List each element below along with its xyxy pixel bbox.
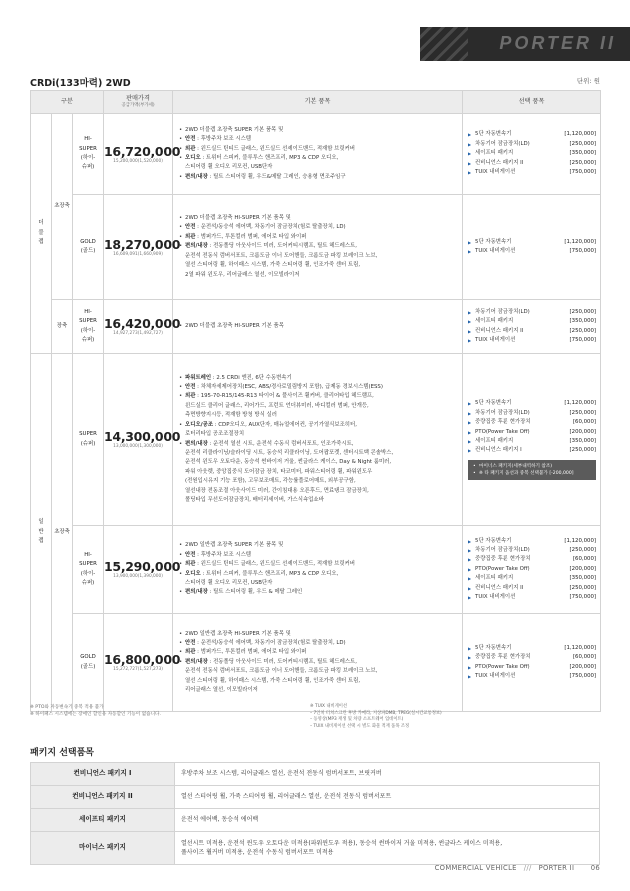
option-item <box>468 159 596 168</box>
feature-item: • 2WD 더블캡 초장축 SUPER 기본 품목 및 <box>179 126 458 135</box>
option-price: [1,120,000] <box>564 644 597 651</box>
option-name: ▶ TUIX 내비게이션 <box>475 248 516 254</box>
subgroup-jangchuk: 장축 <box>52 300 73 354</box>
option-name: ▶ 세이프티 패키지 <box>475 575 514 582</box>
minus-package-note: • 마이너스 패키지(세부내역하기 참조) • ※ 타 패키지 옵션과 중복 선택불가 [-200,000] <box>468 460 596 480</box>
option-name: ▶ 5단 자동변속기 <box>475 644 512 651</box>
option-list <box>463 526 601 614</box>
option-name: ▶ 차동기어 잠금장치(LD) <box>475 308 530 315</box>
option-list <box>463 195 601 300</box>
feature-item: • 오디오/공조 : CDP오디오, AUX단자, 매뉴얼에어컨, 공기가열식보조히터, 로터리타입 공조조절장치 <box>179 421 458 440</box>
option-price: [200,000] <box>569 565 597 572</box>
feature-item: • 편의/내장 : 틸트 스티어링 휠, 우드 & 메탈 그레인 <box>179 588 458 597</box>
option-item <box>468 574 596 583</box>
option-price: [350,000] <box>569 437 597 444</box>
feature-item: • 2WD 일반캡 초장축 SUPER 기본 품목 및 <box>179 541 458 550</box>
feature-item: • 편의/내장 : 운전석 열선 시트, 운전석 수동식 럼버서포트, 인조가죽시트, 운전석 리클라이닝/슬라이딩 시트, 동승석 리클라이닝, 도어팝포켓, 센터시트백 콘솔박스, 운전석 윈도우 오토다운, 동승석 썬바이저 거울, 썬글라스 케이스, Day & Night 룸미러, 파워 아웃렛, 중앙집중식 도어잠금 장치, 타코미터, 파워스티어링 휠, 파워윈도우 (전원입시유지 기능 포함), 고무보조매트, 각능률풀로어매트, 외부공구함, 열선내장 전동조절 아웃사이드 미러, 간이침대용 오픈후드, 면료탱크 잠금장치, 폴딩타입 무선도어잠금장치, 배터리세이버, 가스식쇽업쇼바 <box>179 440 458 506</box>
option-name: ▶ 중량집중 후륜 현가장치 <box>475 419 531 426</box>
option-name: ▶ 컨비니언스 패키지 II <box>475 584 524 591</box>
option-name: ▶ 세이프티 패키지 <box>475 150 514 157</box>
package-row <box>31 786 600 809</box>
feature-item: • 안전 : 운전석/동승석 에어백, 차동기어 잠금장치(험로 탈출장치, LD) <box>179 639 458 648</box>
header-options: 선택 품목 <box>463 91 601 114</box>
package-row <box>31 832 600 865</box>
option-item <box>468 418 596 427</box>
feature-item: • 외관 : 범퍼가드, 투톤컬러 범퍼, 에어로 타입 와이퍼 <box>179 648 458 657</box>
option-name: ▶ TUIX 내비게이션 <box>475 336 516 343</box>
table-row <box>31 614 601 712</box>
trim-name: GOLD (골드) <box>73 614 104 712</box>
option-item <box>468 428 596 437</box>
option-name: ▶ 5단 자동변속기 <box>475 131 512 138</box>
option-name: ▶ 5단 자동변속기 <box>475 400 512 407</box>
option-item <box>468 593 596 602</box>
feature-item: • 편의/내장 : 전동폴딩 아웃사이드 미러, 도어커티시램프, 틸트 헤드레스트, 운전석 전동식 럼버서포트, 크롬도금 이너 도어핸들, 크롬도금 파킹 브레이크 노브, 열선 스티어링 휠, 하이패스 시스템, 가죽 스티어링 휠, 인조가죽 센터 트림, 2열 파워 윈도우, 리어글래스 열선, 이모빌라이저 <box>179 242 458 280</box>
option-price: [60,000] <box>572 654 597 661</box>
package-name: 마이너스 패키지 <box>31 832 175 865</box>
option-name: ▶ TUIX 내비게이션 <box>475 594 516 601</box>
option-item <box>468 653 596 662</box>
option-item <box>468 247 596 256</box>
option-price: [1,120,000] <box>564 400 597 407</box>
table-row <box>31 114 601 195</box>
option-item <box>468 565 596 574</box>
option-name: ▶ 세이프티 패키지 <box>475 437 514 444</box>
feature-item: • 파워트레인 : 2.5 CRDi 엔진, 6단 수동변속기 <box>179 374 458 383</box>
feature-item: • 2WD 더블캡 초장축 HI-SUPER 기본 품목 및 <box>179 214 458 223</box>
package-section-title: 패키지 선택품목 <box>30 748 94 758</box>
option-item <box>468 672 596 681</box>
feature-item: • 2WD 일반캡 초장축 HI-SUPER 기본 품목 및 <box>179 630 458 639</box>
option-price: [750,000] <box>569 594 597 601</box>
feature-item: • 외관 : 윈드실드 틴티드 글래스, 윈드실드 선셰이드밴드, 적재함 브릿커버 <box>179 560 458 569</box>
option-name: ▶ TUIX 내비게이션 <box>475 672 516 679</box>
option-name: ▶ 컨비니언스 패키지 I <box>475 447 522 454</box>
table-row <box>31 195 601 300</box>
option-item <box>468 130 596 139</box>
basic-features <box>173 614 463 712</box>
trim-name: HI- SUPER (하이- 슈퍼) <box>73 300 104 354</box>
trim-name: HI- SUPER (하이- 슈퍼) <box>73 114 104 195</box>
option-list <box>463 354 601 526</box>
option-price: [750,000] <box>569 169 597 176</box>
option-price: [200,000] <box>569 428 597 435</box>
subgroup-chochuk: 초장축 <box>52 354 73 712</box>
option-item <box>468 537 596 546</box>
price-cell: 16,720,000 15,200,000(1,520,000) <box>104 114 173 195</box>
option-item <box>468 546 596 555</box>
option-price: [1,120,000] <box>564 131 597 138</box>
feature-item: • 안전 : 후방주차 보조 시스템 <box>179 551 458 560</box>
option-list <box>463 614 601 712</box>
option-price: [750,000] <box>569 672 597 679</box>
feature-item: • 외관 : 윈드실드 틴티드 글래스, 윈드실드 선셰이드밴드, 적재함 브릿커버 <box>179 145 458 154</box>
group-general-cab: 일 반 캡 <box>31 354 52 712</box>
option-price: [350,000] <box>569 575 597 582</box>
trim-name: SUPER (슈퍼) <box>73 354 104 526</box>
feature-item: • 안전 : 운전석/동승석 에어백, 차동기어 잠금장치(험로 탈출장치, LD) <box>179 223 458 232</box>
footnote-left: ※ PTO와 자동변속기 중복 적용 불가 ※ 하이패스 시스템에는 장애인 할인용 자동할인 기능이 없습니다. <box>30 705 161 717</box>
header-basic: 기본 품목 <box>173 91 463 114</box>
package-desc: 후방주차 보조 시스템, 리어글래스 열선, 운전석 전동식 럼버서포트, 브릿커버 <box>175 763 600 786</box>
package-desc: 운전석 에어백, 동승석 에어백 <box>175 809 600 832</box>
basic-features <box>173 114 463 195</box>
option-item <box>468 555 596 564</box>
option-item <box>468 336 596 345</box>
option-price: [250,000] <box>569 409 597 416</box>
option-item <box>468 446 596 455</box>
feature-item: • 오디오 : 트위터 스피커, 블루투스 핸즈프리, MP3 & CDP 오디오, 스티어링 휠 오디오 리모컨, USB단자 <box>179 154 458 173</box>
option-price: [250,000] <box>569 447 597 454</box>
option-price: [200,000] <box>569 663 597 670</box>
header-group: 구분 <box>31 91 104 114</box>
price-cell: 14,300,000 13,000,000(1,300,000) <box>104 354 173 526</box>
brand-logo-text: PORTER II <box>499 33 616 53</box>
option-name: ▶ TUIX 내비게이션 <box>475 169 516 176</box>
basic-features <box>173 300 463 354</box>
option-name: ▶ 차동기어 잠금장치(LD) <box>475 409 530 416</box>
feature-item: • 외관 : 195-70-R15/145-R13 타이어 & 풀사이즈 휠커버, 클리어타입 헤드램프, 윈드실드 클리어 글래스, 리어가드, 프런트 언더뷰미러, 바디컬러 범퍼, 안개등, 측면방향지시등, 적재함 방청 방식 실러 <box>179 392 458 420</box>
option-price: [60,000] <box>572 419 597 426</box>
option-list <box>463 300 601 354</box>
basic-features <box>173 354 463 526</box>
trim-name: HI- SUPER (하이- 슈퍼) <box>73 526 104 614</box>
option-item <box>468 140 596 149</box>
option-price: [350,000] <box>569 150 597 157</box>
option-price: [250,000] <box>569 308 597 315</box>
basic-features <box>173 526 463 614</box>
group-double-cab: 더 블 캡 <box>31 114 52 354</box>
feature-item: • 외관 : 범퍼가드, 투톤컬러 범퍼, 에어로 타입 와이퍼 <box>179 233 458 242</box>
table-header-row <box>31 91 601 114</box>
brand-logo <box>420 27 630 61</box>
option-item <box>468 168 596 177</box>
table-row <box>31 300 601 354</box>
page-number: 06 <box>590 864 600 872</box>
option-price: [350,000] <box>569 318 597 325</box>
basic-features <box>173 195 463 300</box>
package-name: 세이프티 패키지 <box>31 809 175 832</box>
option-item <box>468 327 596 336</box>
unit-label: 단위: 원 <box>576 77 600 85</box>
package-name: 컨비니언스 패키지 II <box>31 786 175 809</box>
option-name: ▶ 컨비니언스 패키지 II <box>475 327 524 334</box>
feature-item: • 안전 : 후방주차 보조 시스템 <box>179 135 458 144</box>
option-item <box>468 584 596 593</box>
option-name: ▶ 차동기어 잠금장치(LD) <box>475 140 530 147</box>
option-price: [750,000] <box>569 248 597 254</box>
option-price: [1,120,000] <box>564 537 597 544</box>
option-name: ▶ 차동기어 잠금장치(LD) <box>475 546 530 553</box>
option-price: [250,000] <box>569 327 597 334</box>
section-title: CRDi(133마력) 2WD <box>30 78 131 89</box>
table-row <box>31 526 601 614</box>
feature-item: • 오디오 : 트위터 스피커, 블루투스 핸즈프리, MP3 & CDP 오디오, 스티어링 휠 오디오 리모컨, USB단자 <box>179 570 458 589</box>
price-cell: 16,420,000 14,927,273(1,492,727) <box>104 300 173 354</box>
subgroup-chochuk: 초장축 <box>52 114 73 300</box>
option-price: [1,120,000] <box>564 238 597 245</box>
header-price: 판매가격 공급가액(부가세) <box>104 91 173 114</box>
option-item <box>468 399 596 408</box>
option-item <box>468 238 596 247</box>
option-name: ▶ 컨비니언스 패키지 II <box>475 159 524 166</box>
option-price: [250,000] <box>569 159 597 166</box>
option-name: ▶ 5단 자동변속기 <box>475 537 512 544</box>
option-name: ▶ 중량집중 후륜 현가장치 <box>475 654 531 661</box>
option-item <box>468 308 596 317</box>
option-price: [60,000] <box>572 556 597 563</box>
option-name: ▶ PTO(Power Take Off) <box>475 428 530 435</box>
option-name: ▶ PTO(Power Take Off) <box>475 663 530 670</box>
option-price: [750,000] <box>569 336 597 343</box>
option-item <box>468 317 596 326</box>
option-item <box>468 663 596 672</box>
option-list <box>463 114 601 195</box>
logo-stripe-decoration <box>420 27 468 61</box>
option-item <box>468 149 596 158</box>
option-price: [250,000] <box>569 546 597 553</box>
option-price: [250,000] <box>569 584 597 591</box>
footer-category: COMMERCIAL VEHICLE <box>434 864 517 872</box>
package-name: 컨비니언스 패키지 I <box>31 763 175 786</box>
option-name: ▶ 세이프티 패키지 <box>475 318 514 325</box>
package-desc: 열선시트 미적용, 운전석 윈도우 오토다운 미적용(파워윈도우 적용), 동승석 썬바이저 거울 미적용, 썬글라스 케이스 미적용, 풀사이즈 휠커버 미적용, 운전석 수동식 럼버서포트 미적용 <box>175 832 600 865</box>
price-cell: 18,270,000 16,609,091(1,660,909) <box>104 195 173 300</box>
option-item <box>468 644 596 653</box>
option-item <box>468 437 596 446</box>
feature-item: • 안전 : 차체자세제어장치(ESC, ABS/경사로밀림방지 포함), 급제동 경보시스템(ESS) <box>179 383 458 392</box>
feature-item: • 편의/내장 : 전동폴딩 아웃사이드 미러, 도어커티시램프, 틸트 헤드레스트, 운전석 전동식 럼버서포트, 크롬도금 이너 도어핸들, 크롬도금 파킹 브레이크 노브, 열선 스티어링 휠, 하이패스 시스템, 가죽 스티어링 휠, 인조가죽 센터 트림, 리어글래스 열선, 이모빌라이저 <box>179 658 458 696</box>
footer-separator: /// <box>523 864 532 872</box>
price-cell: 15,290,000 13,900,000(1,390,000) <box>104 526 173 614</box>
package-desc: 열선 스티어링 휠, 가죽 스티어링 휠, 리어글래스 열선, 운전석 전동식 럼버서포트 <box>175 786 600 809</box>
price-cell: 16,800,000 15,272,727(1,527,273) <box>104 614 173 712</box>
trim-name: GOLD (골드) <box>73 195 104 300</box>
package-row <box>31 763 600 786</box>
table-row <box>31 354 601 526</box>
option-name: ▶ 중량집중 후륜 현가장치 <box>475 556 531 563</box>
option-item <box>468 409 596 418</box>
footer-model: PORTER II <box>538 864 575 872</box>
footnote-right: ※ TUIX 내비게이션 – 7인치 터치스크린 후방 카메라, 지상파DMB, TPEG(실시간교통정보) – 동영상(MP3 재생 및 차량 소프트웨어 업데이트) – TUIX 내비게이션 선택 시 별도 화물 적재 품목 조정 <box>310 704 442 729</box>
page-footer <box>435 864 600 872</box>
feature-item: • 2WD 더블캡 초장축 HI-SUPER 기본 품목 <box>179 322 458 331</box>
package-row <box>31 809 600 832</box>
option-name: ▶ 5단 자동변속기 <box>475 238 512 245</box>
feature-item: • 편의/내장 : 틸트 스티어링 휠, 우드&메탈 그레인, 승용형 면조주임구 <box>179 173 458 182</box>
option-price: [250,000] <box>569 140 597 147</box>
package-table <box>30 762 600 865</box>
option-name: ▶ PTO(Power Take Off) <box>475 565 530 572</box>
price-spec-table <box>30 90 601 712</box>
